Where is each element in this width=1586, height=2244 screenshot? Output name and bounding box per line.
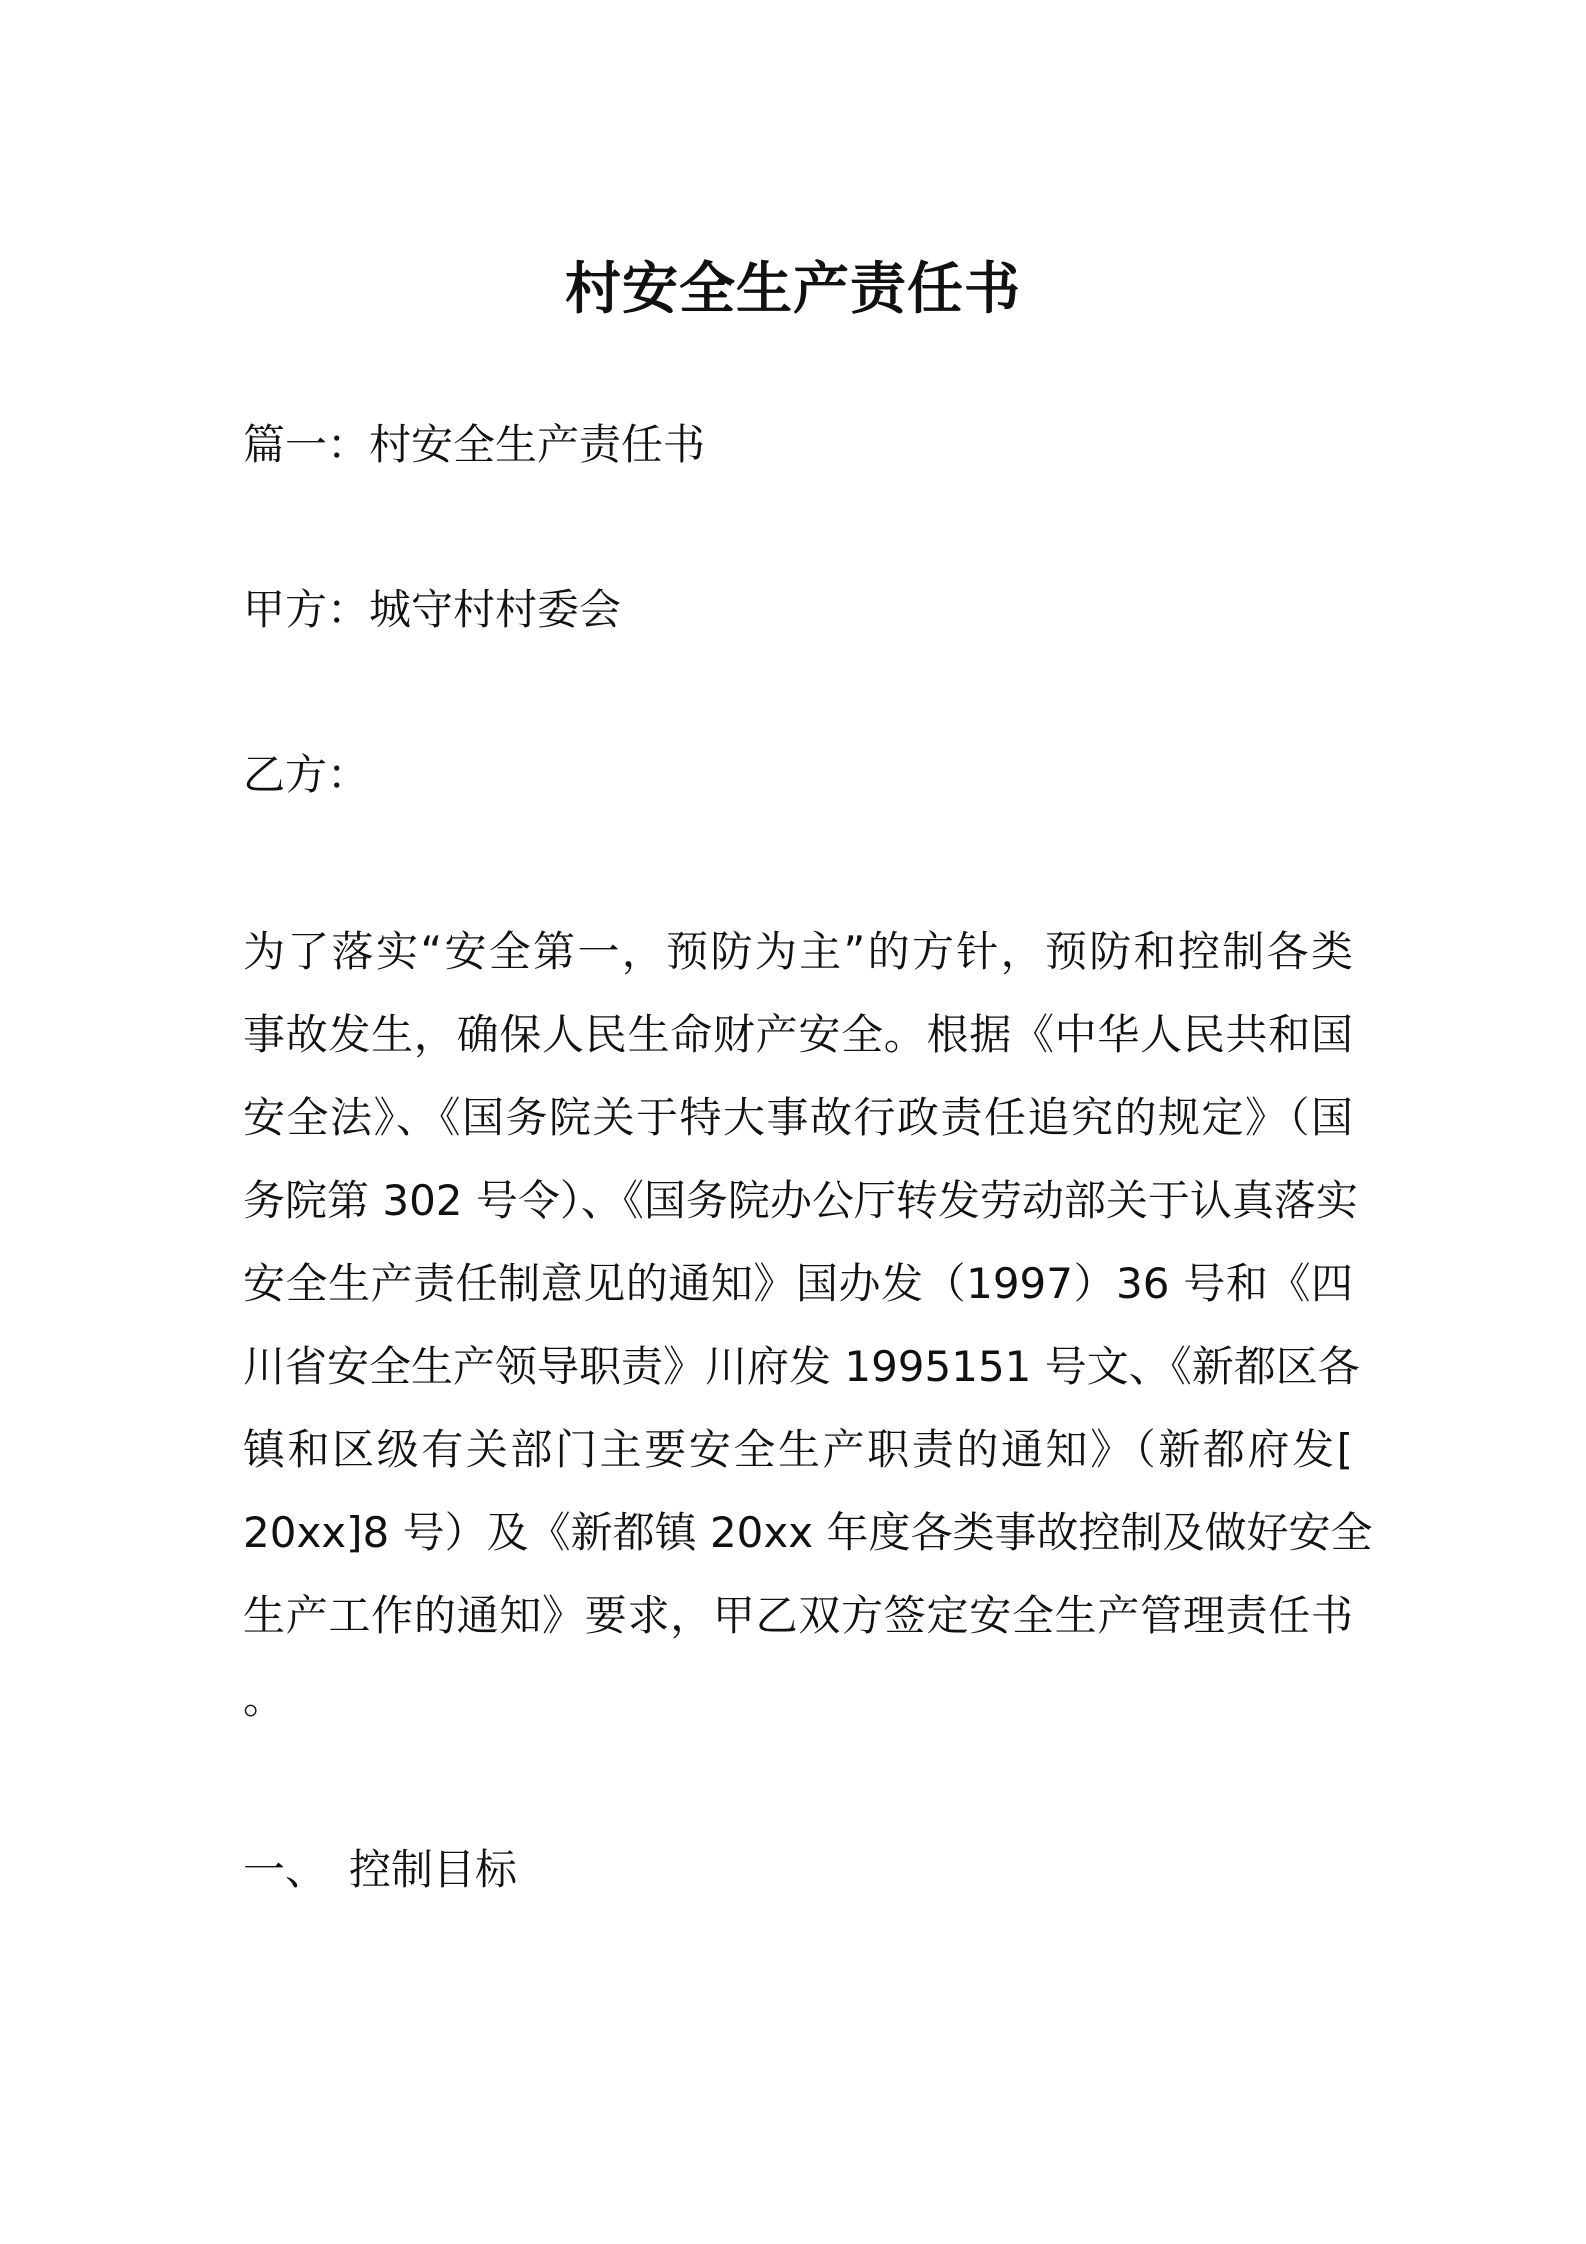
party-b-line: 乙方： xyxy=(243,750,370,799)
section-title: 控制目标 xyxy=(349,1845,518,1894)
paragraph-line: 镇和区级有关部门主要安全生产职责的通知》（新都府发[ xyxy=(243,1425,1353,1474)
paragraph-line: 川省安全生产领导职责》川府发 1995151 号文、《新都区各 xyxy=(243,1342,1360,1391)
section-heading xyxy=(243,1840,517,1900)
paragraph-line: 。 xyxy=(243,1674,286,1723)
paragraph-line: 安全生产责任制意见的通知》国办发（1997）36 号和《四 xyxy=(243,1259,1353,1308)
paragraph-line: 20xx]8 号）及《新都镇 20xx 年度各类事故控制及做好安全 xyxy=(243,1508,1373,1557)
paragraph-line: 生产工作的通知》要求，甲乙双方签定安全生产管理责任书 xyxy=(243,1591,1353,1640)
body-paragraph xyxy=(243,910,1373,1740)
document-title: 村安全生产责任书 xyxy=(565,257,1021,322)
section-number: 一、 xyxy=(243,1845,328,1894)
paragraph-line: 为了落实“安全第一，预防为主”的方针，预防和控制各类 xyxy=(243,927,1353,976)
paragraph-line: 安全法》、《国务院关于特大事故行政责任追究的规定》（国 xyxy=(243,1093,1353,1142)
party-a-line: 甲方：城守村村委会 xyxy=(243,585,622,634)
paragraph-line: 务院第 302 号令）、《国务院办公厅转发劳动部关于认真落实 xyxy=(243,1176,1358,1225)
paragraph-line: 事故发生，确保人民生命财产安全。根据《中华人民共和国 xyxy=(243,1010,1353,1059)
document-heading: 篇一：村安全生产责任书 xyxy=(243,420,706,469)
